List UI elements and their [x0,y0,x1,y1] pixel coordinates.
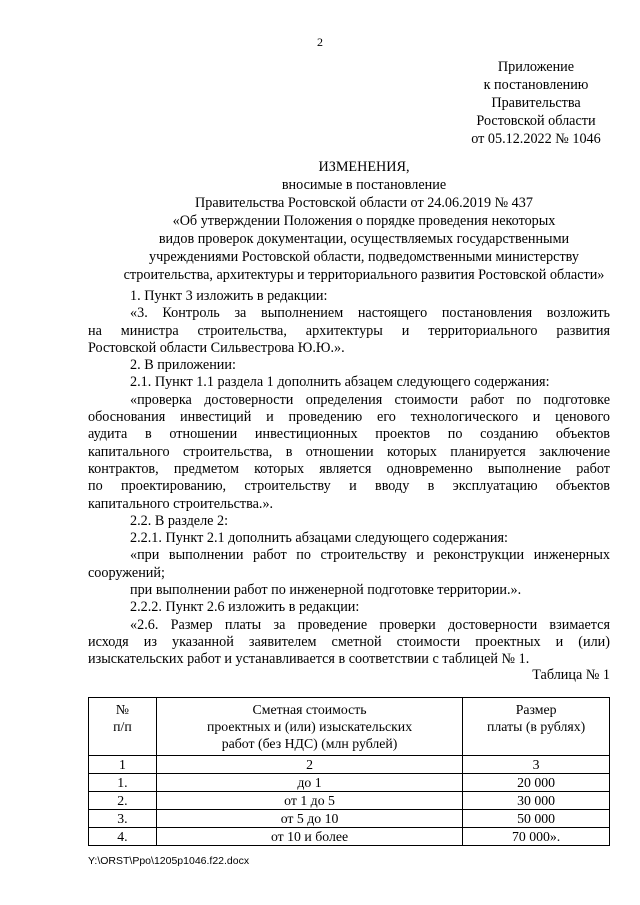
header-text: Размер [515,702,557,717]
table-cell: 2. [89,792,157,810]
table-caption: Таблица № 1 [532,667,610,683]
page-number: 2 [317,35,323,49]
table-cell: 3 [463,756,610,774]
appendix-line: Правительства [491,95,581,111]
body-line: 2.2.1. Пункт 2.1 дополнить абзацами следующего содержания: [130,530,508,547]
table-cell: 3. [89,810,157,828]
table-row [89,810,610,828]
table-row [89,774,610,792]
body-line: 2.1. Пункт 1.1 раздела 1 дополнить абзацем следующего содержания: [130,374,550,391]
body-line: капитального строительства.». [88,495,274,512]
body-line: 1. Пункт 3 изложить в редакции: [130,288,328,304]
table-cell: 30 000 [463,792,610,810]
table-header-row [89,698,610,756]
table-cell: 4. [89,828,157,846]
heading-line: вносимые в постановление [281,177,447,193]
table-cell: 2 [156,756,462,774]
body-line: контрактов, предметом которых является одновременно выполнение работ [88,460,610,477]
body-line: изыскательских работ и устанавливается в соответствии с таблицей № 1. [88,651,530,668]
header-cost [156,698,462,756]
table-numbering-row [89,756,610,774]
header-text: п/п [113,719,132,734]
body-line: 2.2. В разделе 2: [130,512,229,529]
header-text: платы (в рублях) [487,719,586,734]
body-line: обоснования инвестиций и проведению его технологического и ценового [88,409,610,426]
body-line: 2.2.2. Пункт 2.6 изложить в редакции: [130,599,360,616]
body-line: при выполнении работ по инженерной подготовке территории.». [130,582,522,599]
document-heading [80,158,640,284]
table-cell: 20 000 [463,774,610,792]
table-cell: от 10 и более [156,828,462,846]
table-cell: 1 [89,756,157,774]
body-line: «3. Контроль за выполнением настоящего постановления возложить [130,305,610,322]
appendix-note [420,58,640,148]
file-path-footer: Y:\ORST\Ppo\1205p1046.f22.docx [88,855,250,867]
header-text: проектных и (или) изыскательских [207,719,413,734]
table-cell: 70 000». [463,828,610,846]
header-fee [463,698,610,756]
heading-line: строительства, архитектуры и территориального развития Ростовской области» [123,267,605,283]
body-line: «2.6. Размер платы за проведение проверки достоверности взимается [130,616,610,633]
table-row [89,828,610,846]
heading-title: ИЗМЕНЕНИЯ, [318,159,410,175]
document-body [88,288,610,669]
header-number [89,698,157,756]
heading-line: видов проверок документации, осуществляемых государственными [158,231,570,247]
table-row [89,792,610,810]
body-line: по проектированию, строительству и вводу в эксплуатацию объектов [88,478,610,495]
body-line: 2. В приложении: [130,357,236,374]
appendix-line: Приложение [497,59,575,75]
table-cell: до 1 [156,774,462,792]
appendix-line: Ростовской области [476,113,596,129]
heading-line: Правительства Ростовской области от 24.06.2019 № 437 [195,195,533,211]
table-cell: от 5 до 10 [156,810,462,828]
body-line: капитального строительства, в отношении которых планируется заключение [88,443,610,460]
body-line: «при выполнении работ по строительству и реконструкции инженерных [130,547,610,564]
heading-line: учреждениями Ростовской области, подведомственными министерству [149,249,579,265]
header-text: № [115,702,130,717]
table-cell: от 1 до 5 [156,792,462,810]
table-cell: 50 000 [463,810,610,828]
body-line: аудита в отношении инвестиционных проектов по созданию объектов [88,426,610,443]
heading-line: «Об утверждении Положения о порядке проведения некоторых [172,213,556,229]
body-line: исходя из указанной заявителем сметной стоимости проектных и (или) [88,633,610,650]
table-cell: 1. [89,774,157,792]
appendix-line: от 05.12.2022 № 1046 [471,131,601,147]
header-text: работ (без НДС) (млн рублей) [221,736,398,751]
header-text: Сметная стоимость [252,702,367,717]
body-line: на министра строительства, архитектуры и территориального развития [88,322,610,339]
body-line: «проверка достоверности определения стоимости работ по подготовке [130,391,610,408]
body-line: Ростовской области Сильвестрова Ю.Ю.». [88,339,345,356]
appendix-line: к постановлению [483,77,589,93]
fee-table [88,697,610,846]
body-line: сооружений; [88,564,165,581]
